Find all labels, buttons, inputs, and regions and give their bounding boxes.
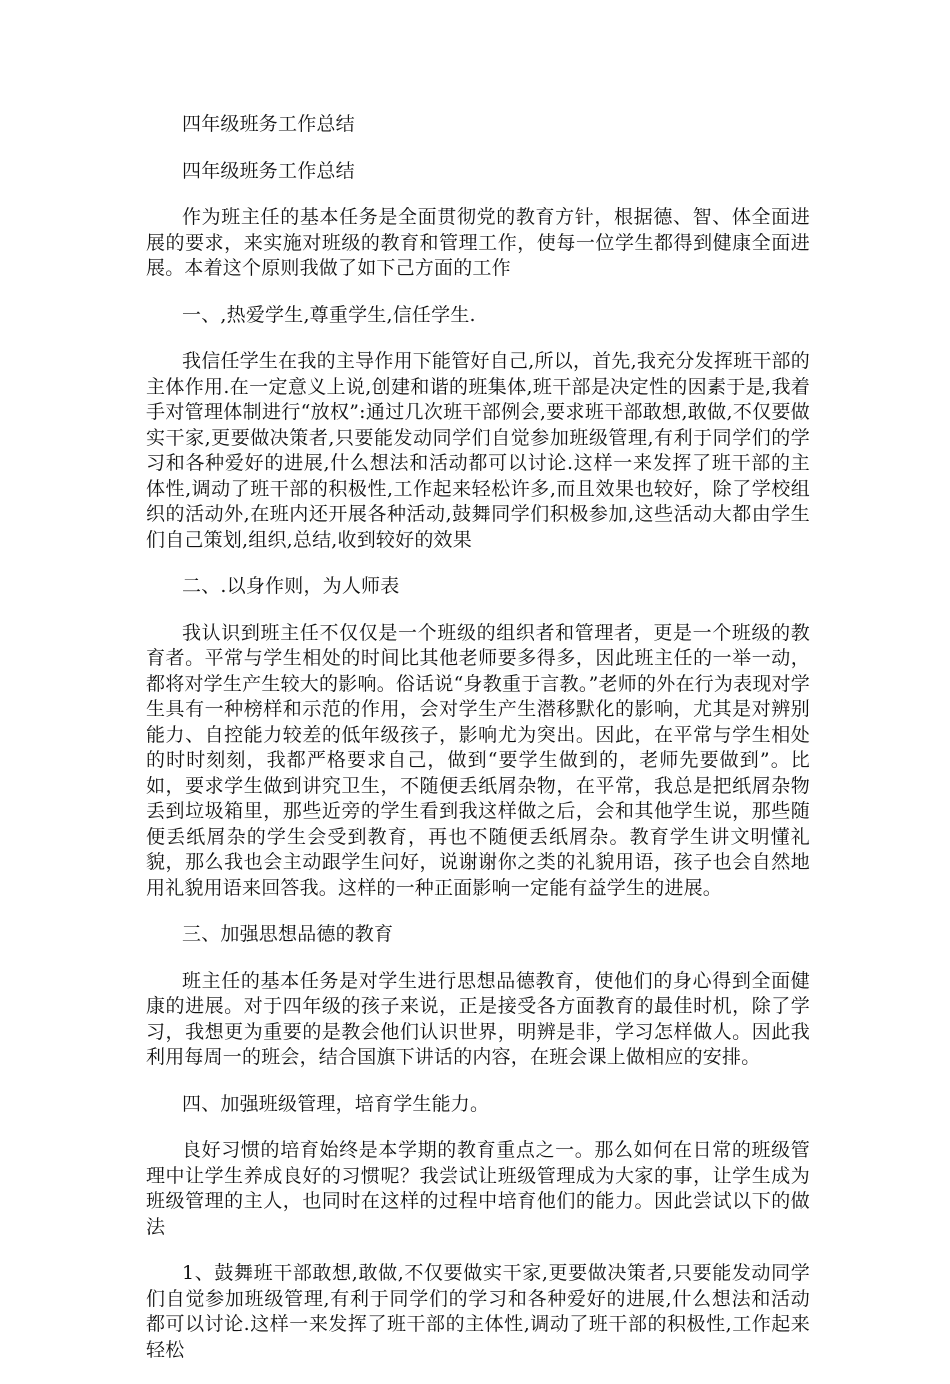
- section-heading-2: 二、.以身作则，为人师表: [182, 575, 400, 597]
- paragraph-intro: 作为班主任的基本任务是全面贯彻党的教育方针，根据德、智、体全面进展的要求，来实施对班级的教育和管理工作，使每一位学生都得到健康全面进展。本着这个原则我做了如下己方面的工作: [146, 206, 810, 279]
- document-page: [146, 112, 810, 1384]
- document-subtitle: 四年级班务工作总结: [182, 159, 355, 182]
- document-title: 四年级班务工作总结: [182, 113, 355, 135]
- paragraph-section-2: 我认识到班主任不仅仅是一个班级的组织者和管理者，更是一个班级的教育者。平常与学生相处的时间比其他老师要多得多，因此班主任的一举一动，都将对学生产生较大的影响。俗话说“身教重于言教。”老师的外在行为表现对学生具有一种榜样和示范的作用，会对学生产生潜移默化的影响，尤其是对辨别能力、自控能力较差的低年级孩子，影响尤为突出。因此，在平常与学生相处的时时刻刻，我都严格要求自己，做到“要学生做到的，老师先要做到”。比如，要求学生做到讲究卫生，不随便丢纸屑杂物，在平常，我总是把纸屑杂物丢到垃圾箱里，那些近旁的学生看到我这样做之后，会和其他学生说，那些随便丢纸屑杂的学生会受到教育，再也不随便丢纸屑杂。教育学生讲文明懂礼貌，那么我也会主动跟学生问好，说谢谢你之类的礼貌用语，孩子也会自然地用礼貌用语来回答我。这样的一种正面影响一定能有益学生的进展。: [146, 621, 810, 899]
- paragraph-section-4: 良好习惯的培育始终是本学期的教育重点之一。那么如何在日常的班级管理中让学生养成良好的习惯呢？我尝试让班级管理成为大家的事，让学生成为班级管理的主人，也同时在这样的过程中培育他们的能力。因此尝试以下的做法: [146, 1139, 810, 1238]
- paragraph-section-3: 班主任的基本任务是对学生进行思想品德教育，使他们的身心得到全面健康的进展。对于四年级的孩子来说，正是接受各方面教育的最佳时机，除了学习，我想更为重要的是教会他们认识世界，明辨是非，学习怎样做人。因此我利用每周一的班会，结合国旗下讲话的内容，在班会课上做相应的安排。: [146, 969, 810, 1068]
- paragraph-item-1: 1、鼓舞班干部敢想,敢做,不仅要做实干家,更要做决策者,只要能发动同学们自觉参加班级管理,有利于同学们的学习和各种爱好的进展,什么想法和活动都可以讨论.这样一来发挥了班干部的主体性,调动了班干部的积极性,工作起来轻松: [146, 1262, 810, 1361]
- paragraph-section-1: 我信任学生在我的主导作用下能管好自己,所以，首先,我充分发挥班干部的主体作用.在一定意义上说,创建和谐的班集体,班干部是决定性的因素于是,我着手对管理体制进行“放权”:通过几次班干部例会,要求班干部敢想,敢做,不仅要做实干家,更要做决策者,只要能发动同学们自觉参加班级管理,有利于同学们的学习和各种爱好的进展,什么想法和活动都可以讨论.这样一来发挥了班干部的主体性,调动了班干部的积极性,工作起来轻松许多,而且效果也较好，除了学校组织的活动外,在班内还开展各种活动,鼓舞同学们积极参加,这些活动大都由学生们自己策划,组织,总结,收到较好的效果: [146, 350, 810, 551]
- section-heading-1: 一、,热爱学生,尊重学生,信任学生.: [182, 303, 476, 326]
- section-heading-4: 四、加强班级管理，培育学生能力。: [182, 1092, 490, 1115]
- section-heading-3: 三、加强思想品德的教育: [182, 923, 394, 945]
